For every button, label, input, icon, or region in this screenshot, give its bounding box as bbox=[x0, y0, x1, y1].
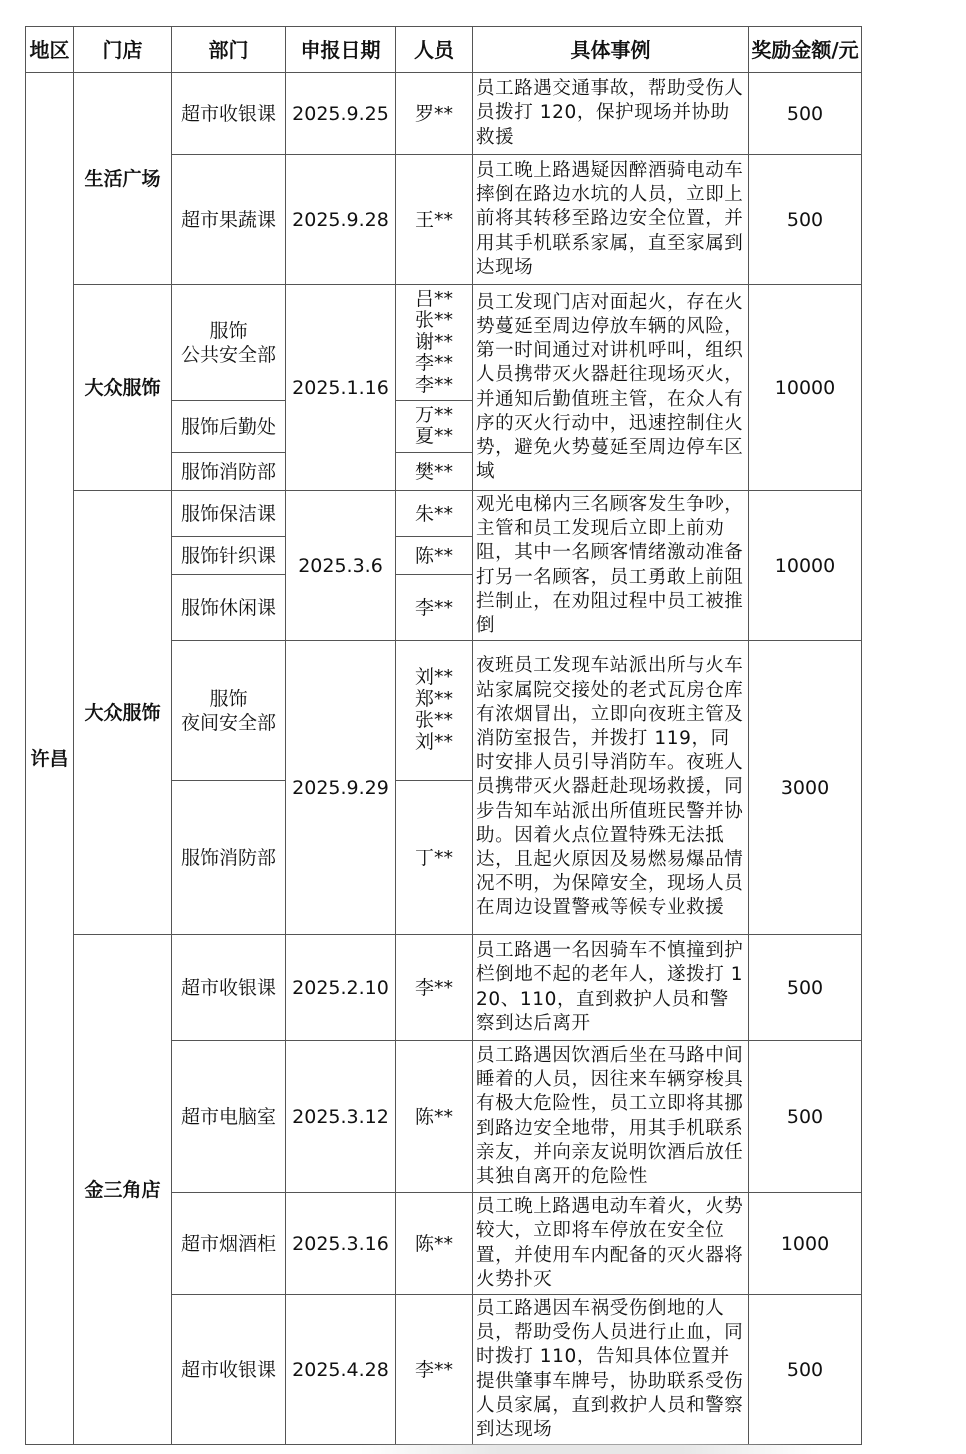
detail-cell: 夜班员工发现车站派出所与火车站家属院交接处的老式瓦房仓库有浓烟冒出，立即向夜班主管及消防室报告，并拨打 119，同时安排人员引导消防车。夜班人员携带灭火器赶赴现场救援，同步告知车站派出所值班民警并协助。因着火点位置特殊无法抵达，且起火原因及易燃易爆品情况不明，为保障安全，现场人员在周边设置警戒等候专业救援 bbox=[473, 641, 749, 935]
detail-cell: 员工晚上路遇电动车着火，火势较大，立即将车停放在安全位置，并使用车内配备的灭火器将火势扑灭 bbox=[473, 1193, 749, 1295]
person-name: 张** bbox=[414, 709, 453, 732]
header-store: 门店 bbox=[74, 27, 172, 73]
dept-line: 服饰 bbox=[209, 319, 248, 342]
dept-cell: 服饰保洁课 bbox=[172, 491, 286, 537]
person-name: 张** bbox=[414, 309, 453, 331]
date-cell: 2025.3.16 bbox=[286, 1193, 396, 1295]
person-cell: 陈** bbox=[396, 1193, 473, 1295]
amount-cell: 500 bbox=[749, 73, 862, 155]
dept-cell: 超市电脑室 bbox=[172, 1041, 286, 1193]
detail-cell: 员工路遇因饮酒后坐在马路中间睡着的人员，因往来车辆穿梭具有极大危险性，员工立即将其挪到路边安全地带，用其手机联系亲友，并向亲友说明饮酒后放任其独自离开的危险性 bbox=[473, 1041, 749, 1193]
person-name: 吕** bbox=[414, 287, 453, 310]
person-cell: 罗** bbox=[396, 73, 473, 155]
detail-cell: 员工路遇因车祸受伤倒地的人员，帮助受伤人员进行止血，同时拨打 110，告知具体位置并提供肇事车牌号，协助联系受伤人员家属，直到救护人员和警察到达现场 bbox=[473, 1295, 749, 1445]
person-cell bbox=[396, 401, 473, 453]
dept-cell: 服饰休闲课 bbox=[172, 575, 286, 641]
dept-cell bbox=[172, 641, 286, 781]
header-amount: 奖励金额/元 bbox=[749, 27, 862, 73]
amount-cell: 10000 bbox=[749, 285, 862, 491]
amount-cell: 10000 bbox=[749, 491, 862, 641]
date-cell: 2025.9.25 bbox=[286, 73, 396, 155]
date-cell: 2025.9.28 bbox=[286, 155, 396, 285]
date-cell: 2025.4.28 bbox=[286, 1295, 396, 1445]
person-name: 万** bbox=[414, 403, 453, 426]
person-name: 夏** bbox=[414, 425, 453, 448]
watermark-bar bbox=[360, 1444, 820, 1454]
person-name: 李** bbox=[414, 373, 453, 396]
store-cell: 大众服饰 bbox=[74, 491, 172, 935]
region-cell: 许昌 bbox=[26, 73, 74, 1445]
person-name: 李** bbox=[414, 352, 453, 374]
person-cell: 陈** bbox=[396, 1041, 473, 1193]
dept-cell: 超市烟酒柜 bbox=[172, 1193, 286, 1295]
date-cell: 2025.1.16 bbox=[286, 285, 396, 491]
header-detail: 具体事例 bbox=[473, 27, 749, 73]
person-cell: 李** bbox=[396, 935, 473, 1041]
dept-cell: 服饰消防部 bbox=[172, 453, 286, 491]
amount-cell: 500 bbox=[749, 155, 862, 285]
dept-cell: 超市收银课 bbox=[172, 73, 286, 155]
amount-cell: 1000 bbox=[749, 1193, 862, 1295]
person-cell: 李** bbox=[396, 575, 473, 641]
table-row bbox=[26, 935, 862, 1041]
person-cell: 丁** bbox=[396, 781, 473, 935]
amount-cell: 3000 bbox=[749, 641, 862, 935]
dept-line: 服饰 bbox=[209, 687, 248, 710]
dept-cell: 超市收银课 bbox=[172, 935, 286, 1041]
dept-cell: 服饰消防部 bbox=[172, 781, 286, 935]
date-cell: 2025.3.6 bbox=[286, 491, 396, 641]
header-dept: 部门 bbox=[172, 27, 286, 73]
header-person: 人员 bbox=[396, 27, 473, 73]
dept-cell: 服饰后勤处 bbox=[172, 401, 286, 453]
person-cell: 王** bbox=[396, 155, 473, 285]
person-cell: 陈** bbox=[396, 537, 473, 575]
date-cell: 2025.2.10 bbox=[286, 935, 396, 1041]
dept-cell: 超市收银课 bbox=[172, 1295, 286, 1445]
person-name: 刘** bbox=[414, 666, 453, 689]
person-name: 樊** bbox=[414, 460, 453, 483]
person-name: 刘** bbox=[414, 730, 453, 753]
person-name: 谢** bbox=[414, 330, 453, 353]
detail-cell: 员工发现门店对面起火，存在火势蔓延至周边停放车辆的风险，第一时间通过对讲机呼叫，组织人员携带灭火器赶往现场灭火，并通知后勤值班主管，在众人有序的灭火行动中，迅速控制住火势，避免火势蔓延至周边停车区域 bbox=[473, 285, 749, 491]
table-row bbox=[26, 285, 862, 401]
dept-cell bbox=[172, 285, 286, 401]
dept-line: 夜间安全部 bbox=[180, 711, 276, 734]
detail-cell: 员工路遇一名因骑车不慎撞到护栏倒地不起的老年人，遂拨打 120、110，直到救护人员和警察到达后离开 bbox=[473, 935, 749, 1041]
amount-cell: 500 bbox=[749, 935, 862, 1041]
detail-cell: 员工路遇交通事故，帮助受伤人员拨打 120，保护现场并协助救援 bbox=[473, 73, 749, 155]
header-region: 地区 bbox=[26, 27, 74, 73]
person-cell bbox=[396, 285, 473, 401]
person-cell: 朱** bbox=[396, 491, 473, 537]
person-name: 郑** bbox=[414, 687, 453, 710]
dept-cell: 超市果蔬课 bbox=[172, 155, 286, 285]
amount-cell: 500 bbox=[749, 1295, 862, 1445]
store-cell: 金三角店 bbox=[74, 935, 172, 1445]
detail-cell: 观光电梯内三名顾客发生争吵，主管和员工发现后立即上前劝阻，其中一名顾客情绪激动准备打另一名顾客，员工勇敢上前阻拦制止，在劝阻过程中员工被推倒 bbox=[473, 491, 749, 641]
person-cell bbox=[396, 453, 473, 491]
dept-line: 公共安全部 bbox=[180, 343, 276, 366]
amount-cell: 500 bbox=[749, 1041, 862, 1193]
date-cell: 2025.3.12 bbox=[286, 1041, 396, 1193]
person-cell: 李** bbox=[396, 1295, 473, 1445]
store-cell: 生活广场 bbox=[74, 73, 172, 285]
store-cell: 大众服饰 bbox=[74, 285, 172, 491]
person-cell bbox=[396, 641, 473, 781]
table-row bbox=[26, 73, 862, 155]
table-row bbox=[26, 491, 862, 537]
header-date: 申报日期 bbox=[286, 27, 396, 73]
detail-cell: 员工晚上路遇疑因醉酒骑电动车摔倒在路边水坑的人员，立即上前将其转移至路边安全位置，并用其手机联系家属，直至家属到达现场 bbox=[473, 155, 749, 285]
dept-cell: 服饰针织课 bbox=[172, 537, 286, 575]
award-table bbox=[25, 26, 862, 1445]
header-row bbox=[26, 27, 862, 73]
date-cell: 2025.9.29 bbox=[286, 641, 396, 935]
